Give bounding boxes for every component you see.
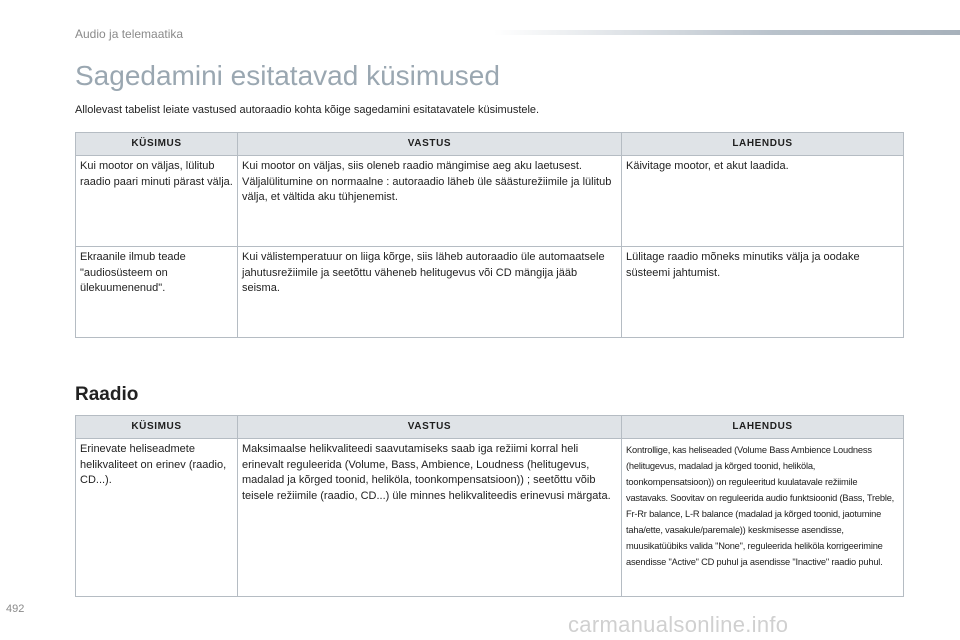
table-row — [76, 156, 904, 247]
table-header-row — [76, 133, 904, 156]
section-label: Audio ja telemaatika — [75, 27, 184, 41]
header-decor-bar — [494, 30, 960, 35]
answer-cell: Maksimaalse helikvaliteedi saavutamiseks saab iga režiimi korral heli erinevalt reguleerida (Volume, Bass, Ambience, Loudness (helitugevus, madalad ja kõrged toonid, heliköla, toonkompensatsioon)) ; seetõttu võib teisele režiimile (raadio, CD...) üle minnes helikvaliteedis erinevusi märgata. — [238, 439, 622, 597]
page-number: 492 — [6, 603, 25, 615]
watermark-text: carmanualsonline.info — [568, 612, 789, 637]
solution-cell: Kontrollige, kas heliseaded (Volume Bass Ambience Loudness (helitugevus, madalad ja kõrged toonid, heliköla, toonkompensatsioon)) on reguleeritud kuulatavale režiimile vastavaks. Soovitav on reguleerida audio funktsioonid (Bass, Treble, Fr-Rr balance, L-R balance (madalad ja kõrged toonid, jaotumine taha/ette, vasakule/paremale)) keskmisesse asendisse, muusikatüübiks valida "None", reguleerida heliköla korrigeerimine asendisse "Active" CD puhul ja asendisse "Inactive" raadio puhul. — [622, 439, 904, 597]
column-header-answer: VASTUS — [238, 416, 622, 439]
table-row — [76, 439, 904, 597]
column-header-solution: LAHENDUS — [622, 133, 904, 156]
answer-extra-text: Väljalülitumine on normaalne : autoraadio läheb üle säästurežiimile ja lülitub välja, et vältida aku tühjenemist. — [242, 175, 612, 203]
solution-cell: Lülitage raadio mõneks minutiks välja ja oodake süsteemi jahtumist. — [622, 247, 904, 338]
solution-cell: Käivitage mootor, et akut laadida. — [622, 156, 904, 247]
intro-text: Allolevast tabelist leiate vastused autoraadio kohta kõige sagedamini esitatavatele küsimustele. — [75, 104, 540, 116]
question-cell: Kui mootor on väljas, lülitub raadio paari minuti pärast välja. — [76, 156, 238, 247]
table-row — [76, 247, 904, 338]
faq-table-radio — [75, 415, 904, 597]
column-header-solution: LAHENDUS — [622, 416, 904, 439]
column-header-question: KÜSIMUS — [76, 133, 238, 156]
section-title-radio: Raadio — [75, 384, 139, 405]
page-title: Sagedamini esitatavad küsimused — [75, 60, 500, 91]
column-header-answer: VASTUS — [238, 133, 622, 156]
question-cell: Erinevate heliseadmete helikvaliteet on erinev (raadio, CD...). — [76, 439, 238, 597]
answer-text: Kui mootor on väljas, siis oleneb raadio mängimise aeg aku laetusest. — [242, 160, 582, 172]
column-header-question: KÜSIMUS — [76, 416, 238, 439]
question-cell: Ekraanile ilmub teade "audiosüsteem on ülekuumenenud". — [76, 247, 238, 338]
answer-cell: Kui välistemperatuur on liiga kõrge, siis läheb autoraadio üle automaatsele jahutusrežiimile ja seetõttu väheneb helitugevus või CD mängija jääb seisma. — [238, 247, 622, 338]
answer-cell — [238, 156, 622, 247]
faq-table-general — [75, 132, 904, 338]
table-header-row — [76, 416, 904, 439]
